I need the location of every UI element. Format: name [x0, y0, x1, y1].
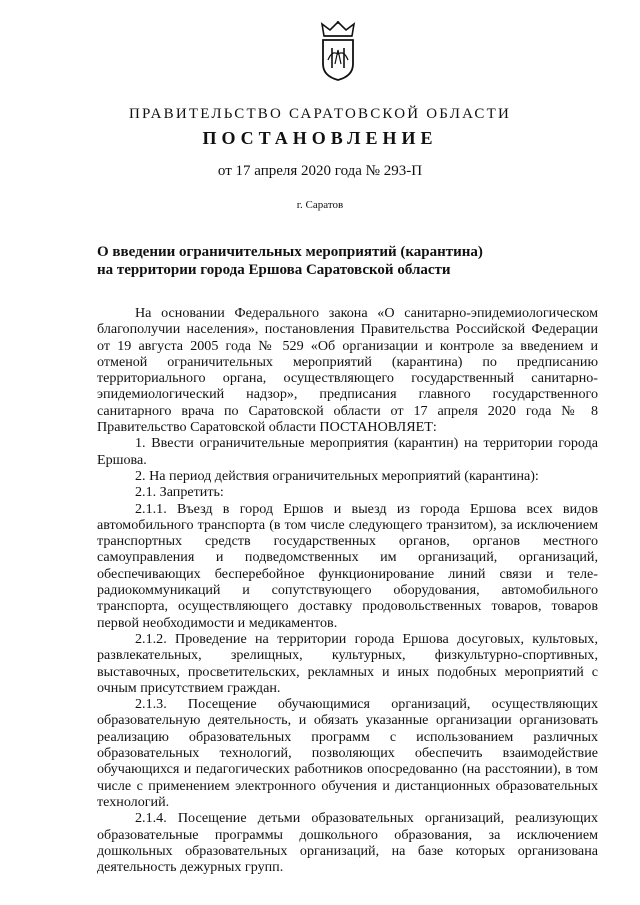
city-name: г. Саратов	[296, 199, 344, 211]
title-line-2: на территории города Ершова Саратовской области	[97, 262, 451, 278]
paragraph-2-1-1: 2.1.1. Въезд в город Ершов и выезд из города Ершова всех видов автомобильного транспорта (в том числе следующего транзитом), за исключением транспортных средств государственных органов, органов местного самоуправления и подведомственных им организаций, организаций, обеспечивающих бесперебойное функционирование линий связи и теле-радиокоммуникаций и сопутствующего оборудования, автомобильного транспорта, осуществляющего доставку продовольственных товаров, товаров первой необходимости и медикаментов.	[97, 500, 598, 631]
document-title	[97, 243, 567, 279]
title-line-1: О введении ограничительных мероприятий (карантина)	[97, 244, 483, 260]
paragraph-2-1: 2.1. Запретить:	[135, 484, 224, 501]
document-body	[97, 305, 598, 875]
date-and-number: от 17 апреля 2020 года № 293-П	[217, 163, 423, 179]
paragraph-preamble: На основании Федерального закона «О санитарно-эпидемиологическом благополучии населения», постановления Правительства Российской Федерации от 19 августа 2005 года № 529 «Об организации и контроле за введением и отменой ограничительных мероприятий (карантина) по предписанию территориального органа, осуществляющего государственный санитарно-эпидемиологический надзор», предписания главного государственного санитарного врача по Саратовской области от 17 апреля 2020 года № 8 Правительство Саратовской области ПОСТАНОВЛЯЕТ:	[97, 305, 598, 436]
paragraph-2: 2. На период действия ограничительных мероприятий (карантина):	[135, 467, 539, 484]
coat-of-arms-icon	[318, 20, 358, 82]
paragraph-1: 1. Ввести ограничительные мероприятия (карантин) на территории города Ершова.	[97, 435, 598, 468]
paragraph-2-1-2: 2.1.2. Проведение на территории города Ершова досуговых, культовых, развлекательных, зрелищных, культурных, физкультурно-спортивных, выставочных, просветительских, рекламных и иных подобных мероприятий с очным присутствием граждан.	[97, 630, 598, 696]
document-type: ПОСТАНОВЛЕНИЕ	[202, 128, 438, 148]
paragraph-2-1-3: 2.1.3. Посещение обучающимися организаций, осуществляющих образовательную деятельность, и обязать указанные организации организовать реализацию образовательных программ с использованием различных образовательных технологий, позволяющих обеспечить взаимодействие обучающихся и педагогических работников опосредованно (на расстоянии), в том числе с применением электронного обучения и дистанционных образовательных технологий.	[97, 696, 598, 810]
government-name: ПРАВИТЕЛЬСТВО САРАТОВСКОЙ ОБЛАСТИ	[128, 106, 512, 122]
paragraph-2-1-4: 2.1.4. Посещение детьми образовательных организаций, реализующих образовательные программы дошкольного образования, за исключением дошкольных образовательных организаций, на базе которых организована деятельность дежурных групп.	[97, 810, 598, 876]
